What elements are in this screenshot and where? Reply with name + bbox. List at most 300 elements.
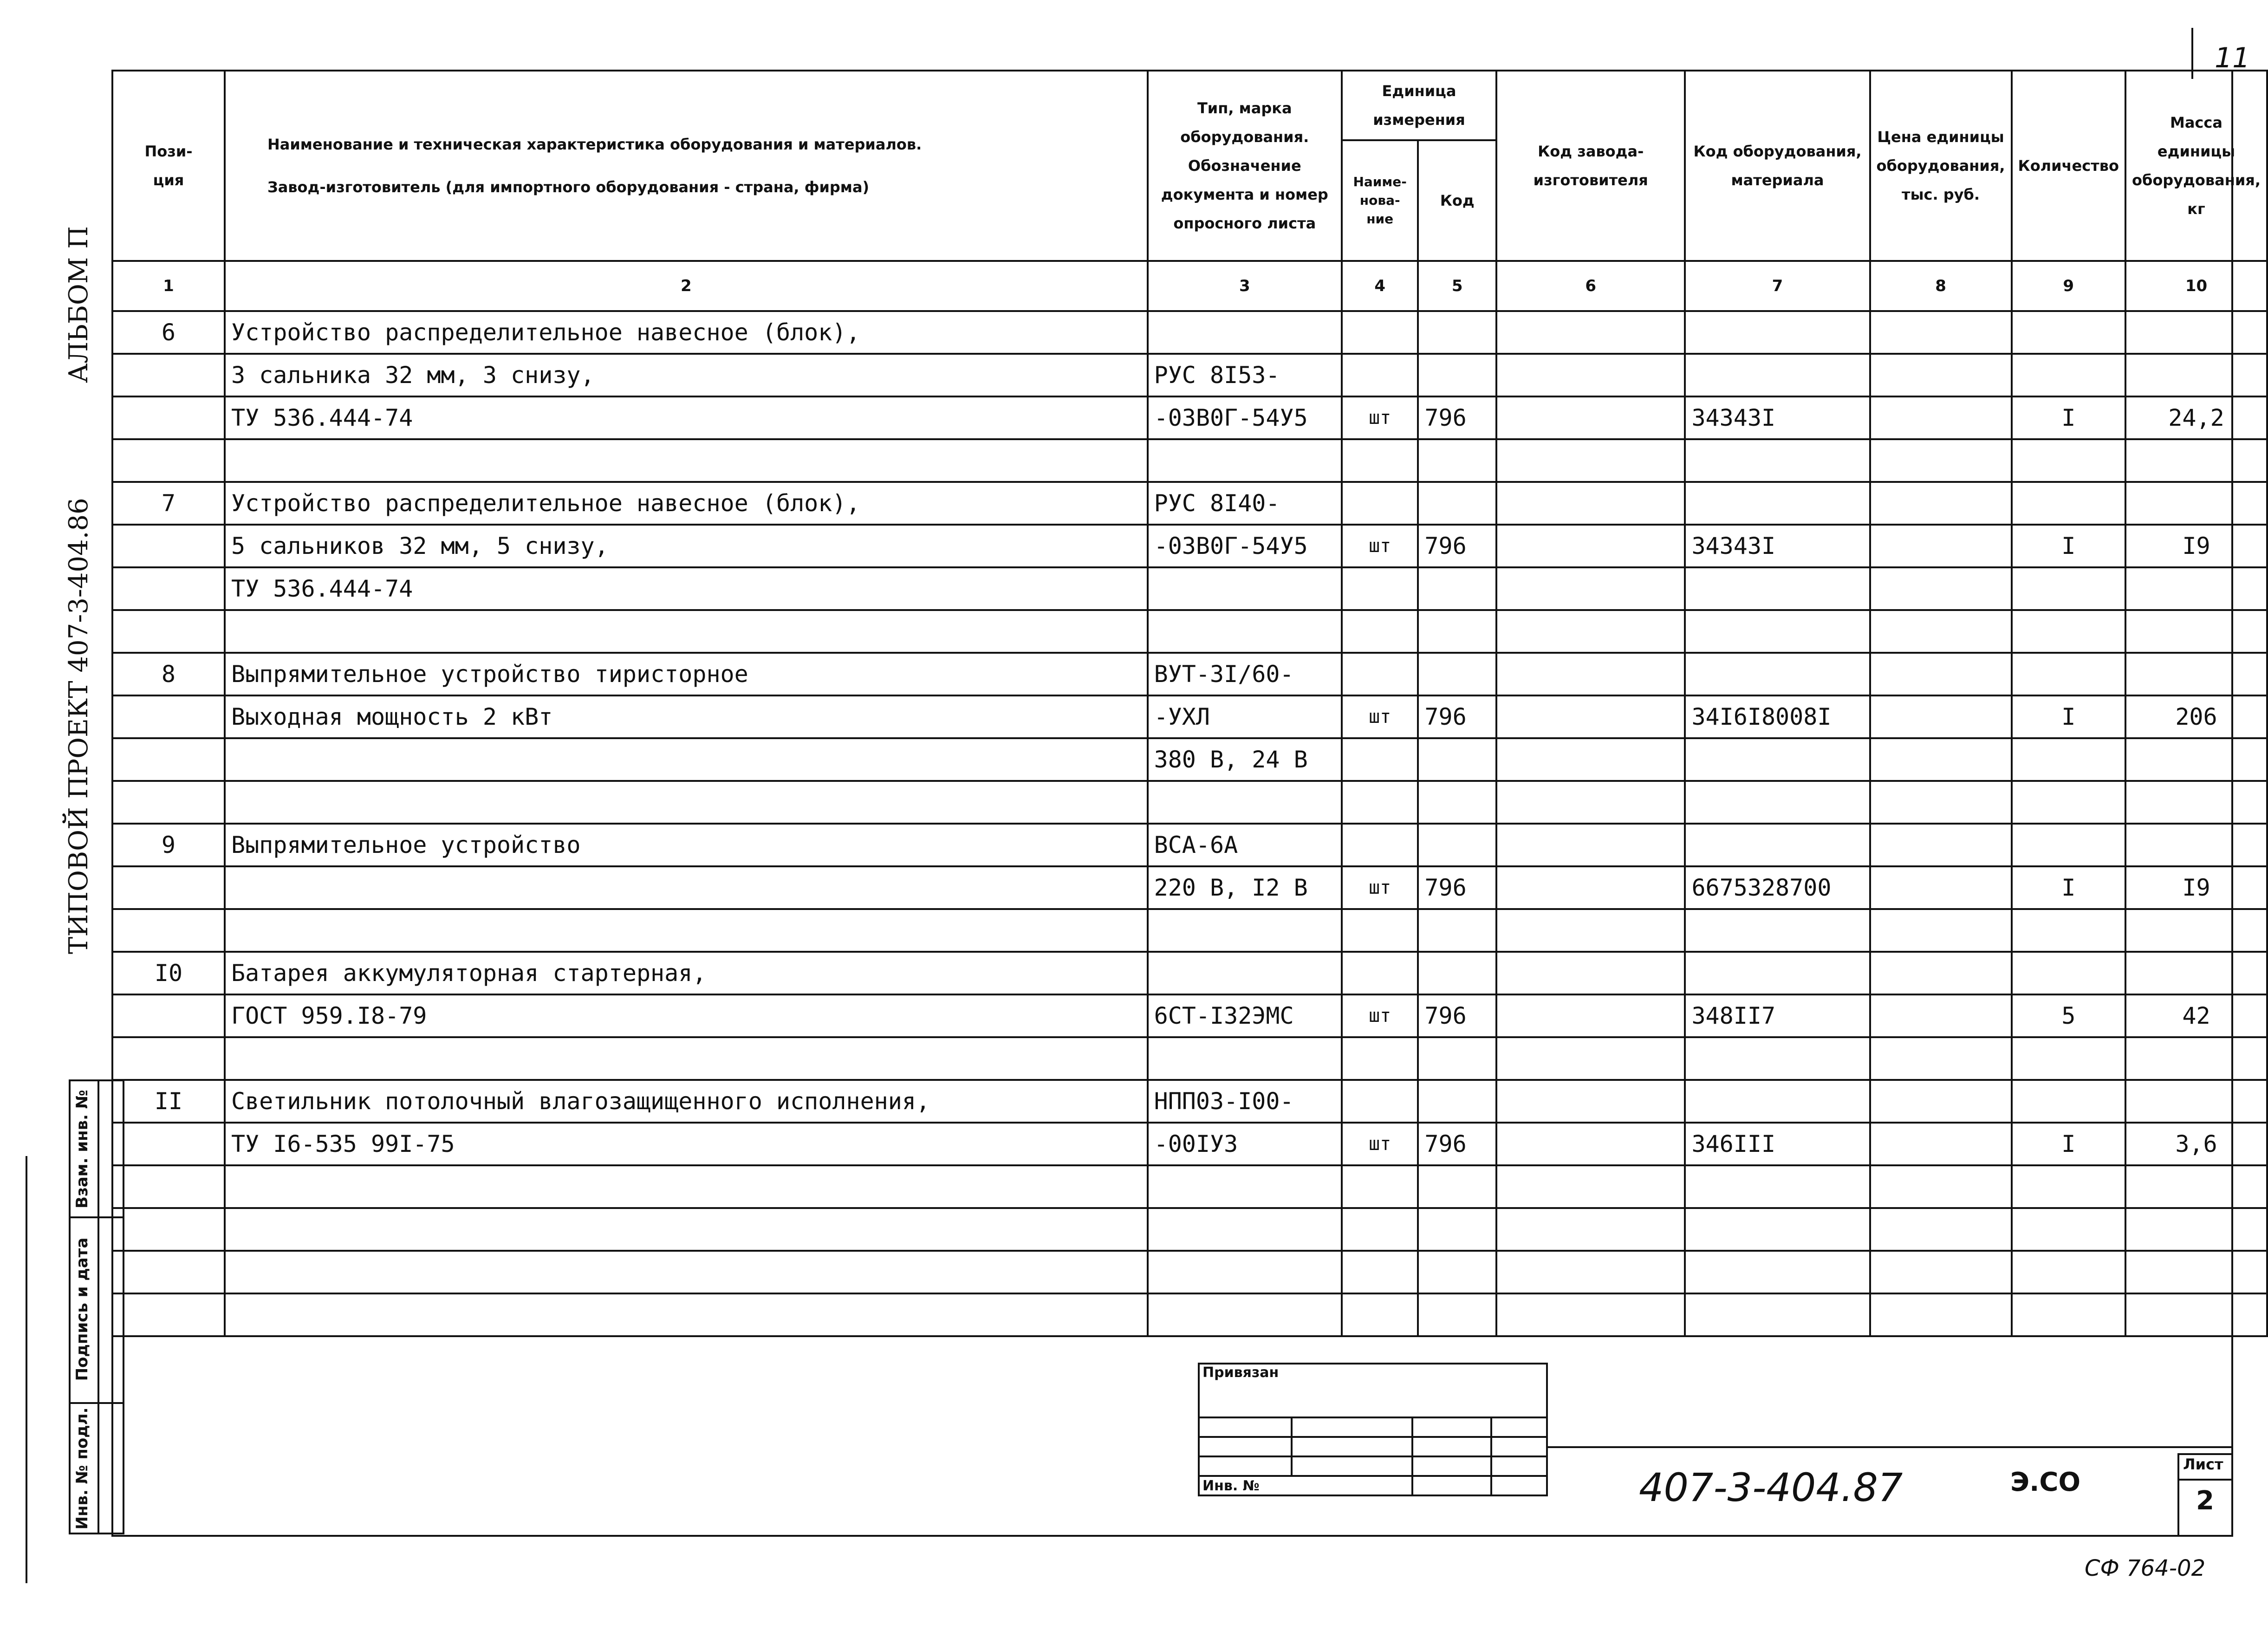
inv-no-label: Инв. № xyxy=(1199,1476,1412,1495)
price-cell xyxy=(1870,653,2012,695)
position-cell xyxy=(112,1293,225,1336)
header-equipment-code: Код оборудования, материала xyxy=(1685,71,1870,261)
name-cell xyxy=(225,1208,1148,1251)
unit-code-cell: 796 xyxy=(1418,1123,1496,1165)
tb-cell xyxy=(1491,1456,1547,1476)
unit-name-cell xyxy=(1342,354,1418,396)
table-row xyxy=(112,1080,2267,1123)
unit-name-cell xyxy=(1342,952,1418,994)
table-row xyxy=(112,994,2267,1037)
side-stamp-label-1: Взам. инв. № xyxy=(73,1090,91,1209)
position-cell xyxy=(112,866,225,909)
unit-code-cell xyxy=(1418,909,1496,952)
equipment-code-cell: 34343I xyxy=(1685,525,1870,567)
quantity-cell xyxy=(2012,354,2125,396)
position-cell xyxy=(112,610,225,653)
unit-code-cell xyxy=(1418,1080,1496,1123)
header-position: Пози- ция xyxy=(112,71,225,261)
price-cell xyxy=(1870,1037,2012,1080)
price-cell xyxy=(1870,738,2012,781)
mass-cell: 3,6 xyxy=(2125,1123,2267,1165)
mass-cell: I9 xyxy=(2125,525,2267,567)
quantity-cell xyxy=(2012,738,2125,781)
price-cell xyxy=(1870,1293,2012,1336)
mass-cell: 206 xyxy=(2125,695,2267,738)
table-row xyxy=(112,1165,2267,1208)
unit-code-cell xyxy=(1418,439,1496,482)
mass-cell xyxy=(2125,909,2267,952)
col-num-3: 3 xyxy=(1148,261,1342,311)
position-cell xyxy=(112,738,225,781)
table-row xyxy=(112,525,2267,567)
price-cell xyxy=(1870,781,2012,824)
unit-code-cell xyxy=(1418,1208,1496,1251)
price-cell xyxy=(1870,952,2012,994)
mass-cell xyxy=(2125,567,2267,610)
table-row xyxy=(112,1208,2267,1251)
unit-code-cell xyxy=(1418,482,1496,525)
position-cell xyxy=(112,1251,225,1293)
mass-cell xyxy=(2125,1037,2267,1080)
type-cell xyxy=(1148,1251,1342,1293)
price-cell xyxy=(1870,311,2012,354)
table-row xyxy=(112,567,2267,610)
unit-code-cell xyxy=(1418,781,1496,824)
type-cell: РУС 8I53- xyxy=(1148,354,1342,396)
side-stamp-label-3: Инв. № подл. xyxy=(73,1407,91,1530)
name-cell: ТУ I6-535 99I-75 xyxy=(225,1123,1148,1165)
mass-cell: 42 xyxy=(2125,994,2267,1037)
quantity-cell xyxy=(2012,952,2125,994)
unit-code-cell xyxy=(1418,653,1496,695)
unit-name-cell xyxy=(1342,1251,1418,1293)
header-mass: Масса единицы оборудования, кг xyxy=(2125,71,2267,261)
unit-code-cell xyxy=(1418,610,1496,653)
sheet-number: 2 xyxy=(2196,1486,2214,1516)
quantity-cell xyxy=(2012,1208,2125,1251)
price-cell xyxy=(1870,354,2012,396)
mass-cell xyxy=(2125,311,2267,354)
factory-code-cell xyxy=(1496,567,1685,610)
type-cell: 220 В, I2 В xyxy=(1148,866,1342,909)
price-cell xyxy=(1870,610,2012,653)
privyazan-label: Привязан xyxy=(1199,1364,1547,1417)
factory-code-cell xyxy=(1496,1165,1685,1208)
equipment-code-cell xyxy=(1685,952,1870,994)
col-num-5: 5 xyxy=(1418,261,1496,311)
position-cell: 7 xyxy=(112,482,225,525)
type-cell xyxy=(1148,781,1342,824)
unit-code-cell xyxy=(1418,1165,1496,1208)
name-cell xyxy=(225,738,1148,781)
type-cell: ВСА-6А xyxy=(1148,824,1342,866)
equipment-code-cell xyxy=(1685,909,1870,952)
unit-code-cell xyxy=(1418,567,1496,610)
mass-cell xyxy=(2125,653,2267,695)
unit-code-cell xyxy=(1418,1293,1496,1336)
factory-code-cell xyxy=(1496,354,1685,396)
equipment-code-cell xyxy=(1685,1037,1870,1080)
tb-cell xyxy=(1412,1456,1491,1476)
equipment-code-cell: 34343I xyxy=(1685,396,1870,439)
quantity-cell xyxy=(2012,439,2125,482)
price-cell xyxy=(1870,396,2012,439)
quantity-cell xyxy=(2012,824,2125,866)
mass-cell xyxy=(2125,482,2267,525)
factory-code-cell xyxy=(1496,653,1685,695)
factory-code-cell xyxy=(1496,994,1685,1037)
table-row xyxy=(112,824,2267,866)
factory-code-cell xyxy=(1496,824,1685,866)
header-price: Цена единицы оборудования, тыс. руб. xyxy=(1870,71,2012,261)
footer-code: СФ 764-02 xyxy=(2085,1555,2206,1581)
unit-code-cell: 796 xyxy=(1418,396,1496,439)
col-num-7: 7 xyxy=(1685,261,1870,311)
table-row xyxy=(112,311,2267,354)
type-cell xyxy=(1148,439,1342,482)
type-cell xyxy=(1148,1165,1342,1208)
project-label: ТИПОВОЙ ПРОЕКТ 407-3-404.86 xyxy=(64,498,94,954)
type-cell: 380 В, 24 В xyxy=(1148,738,1342,781)
position-cell xyxy=(112,396,225,439)
factory-code-cell xyxy=(1496,952,1685,994)
factory-code-cell xyxy=(1496,909,1685,952)
name-cell: Выпрямительное устройство тиристорное xyxy=(225,653,1148,695)
position-cell xyxy=(112,525,225,567)
factory-code-cell xyxy=(1496,1251,1685,1293)
name-cell xyxy=(225,1037,1148,1080)
unit-name-cell: шт xyxy=(1342,396,1418,439)
unit-name-cell xyxy=(1342,781,1418,824)
mass-cell xyxy=(2125,1251,2267,1293)
position-cell xyxy=(112,354,225,396)
unit-name-cell xyxy=(1342,482,1418,525)
name-cell: Батарея аккумуляторная стартерная, xyxy=(225,952,1148,994)
position-cell: 9 xyxy=(112,824,225,866)
quantity-cell xyxy=(2012,567,2125,610)
factory-code-cell xyxy=(1496,1080,1685,1123)
mass-cell: I9 xyxy=(2125,866,2267,909)
unit-name-cell xyxy=(1342,439,1418,482)
type-cell: -00IУЗ xyxy=(1148,1123,1342,1165)
position-cell xyxy=(112,781,225,824)
price-cell xyxy=(1870,1123,2012,1165)
factory-code-cell xyxy=(1496,396,1685,439)
factory-code-cell xyxy=(1496,866,1685,909)
sheet-mark: Э.СО xyxy=(2010,1467,2081,1497)
table-row xyxy=(112,1037,2267,1080)
sheet-label: Лист xyxy=(2183,1456,2223,1473)
quantity-cell xyxy=(2012,610,2125,653)
mass-cell xyxy=(2125,439,2267,482)
type-cell: ВУТ-3I/60- xyxy=(1148,653,1342,695)
price-cell xyxy=(1870,439,2012,482)
sheet-divider xyxy=(2177,1479,2233,1481)
factory-code-cell xyxy=(1496,738,1685,781)
equipment-code-cell xyxy=(1685,311,1870,354)
quantity-cell: 5 xyxy=(2012,994,2125,1037)
tb-cell xyxy=(1412,1476,1491,1495)
quantity-cell xyxy=(2012,482,2125,525)
unit-name-cell xyxy=(1342,738,1418,781)
name-cell: Светильник потолочный влагозащищенного исполнения, xyxy=(225,1080,1148,1123)
position-cell xyxy=(112,1165,225,1208)
title-block-grid xyxy=(1198,1363,1548,1496)
position-cell: 8 xyxy=(112,653,225,695)
name-cell: 3 сальника 32 мм, 3 снизу, xyxy=(225,354,1148,396)
equipment-code-cell xyxy=(1685,1165,1870,1208)
type-cell xyxy=(1148,952,1342,994)
equipment-code-cell xyxy=(1685,439,1870,482)
header-name-line1: Наименование и техническая характеристика оборудования и материалов. xyxy=(267,136,922,153)
factory-code-cell xyxy=(1496,311,1685,354)
type-cell: 6СТ-I32ЭМС xyxy=(1148,994,1342,1037)
name-cell: Выходная мощность 2 кВт xyxy=(225,695,1148,738)
quantity-cell: I xyxy=(2012,396,2125,439)
tb-cell xyxy=(1491,1437,1547,1456)
mass-cell xyxy=(2125,610,2267,653)
header-quantity: Количество xyxy=(2012,71,2125,261)
name-cell xyxy=(225,1251,1148,1293)
unit-name-cell xyxy=(1342,610,1418,653)
mass-cell xyxy=(2125,1293,2267,1336)
type-cell xyxy=(1148,1037,1342,1080)
quantity-cell xyxy=(2012,1165,2125,1208)
equipment-code-cell xyxy=(1685,781,1870,824)
name-cell: ТУ 536.444-74 xyxy=(225,396,1148,439)
type-cell xyxy=(1148,610,1342,653)
type-cell xyxy=(1148,567,1342,610)
unit-name-cell: шт xyxy=(1342,994,1418,1037)
unit-name-cell: шт xyxy=(1342,866,1418,909)
name-cell: ГОСТ 959.I8-79 xyxy=(225,994,1148,1037)
unit-code-cell xyxy=(1418,824,1496,866)
mass-cell xyxy=(2125,738,2267,781)
tb-cell xyxy=(1199,1456,1292,1476)
column-numbers-row xyxy=(112,261,2267,311)
position-cell xyxy=(112,695,225,738)
position-cell xyxy=(112,567,225,610)
table-row xyxy=(112,695,2267,738)
name-cell: 5 сальников 32 мм, 5 снизу, xyxy=(225,525,1148,567)
unit-code-cell: 796 xyxy=(1418,525,1496,567)
type-cell: -03В0Г-54У5 xyxy=(1148,525,1342,567)
tb-cell xyxy=(1292,1417,1412,1437)
equipment-code-cell xyxy=(1685,1293,1870,1336)
tb-cell xyxy=(1199,1417,1292,1437)
quantity-cell: I xyxy=(2012,866,2125,909)
col-num-6: 6 xyxy=(1496,261,1685,311)
mass-cell: 24,2 xyxy=(2125,396,2267,439)
col-num-2: 2 xyxy=(225,261,1148,311)
equipment-code-cell xyxy=(1685,1080,1870,1123)
position-cell xyxy=(112,1037,225,1080)
price-cell xyxy=(1870,866,2012,909)
tb-cell xyxy=(1491,1417,1547,1437)
unit-name-cell: шт xyxy=(1342,525,1418,567)
price-cell xyxy=(1870,1251,2012,1293)
equipment-code-cell xyxy=(1685,824,1870,866)
unit-name-cell xyxy=(1342,909,1418,952)
equipment-code-cell xyxy=(1685,1251,1870,1293)
name-cell xyxy=(225,909,1148,952)
table-row xyxy=(112,354,2267,396)
header-unit-code: Код xyxy=(1418,140,1496,261)
table-row xyxy=(112,396,2267,439)
position-cell: I0 xyxy=(112,952,225,994)
mass-cell xyxy=(2125,781,2267,824)
unit-code-cell xyxy=(1418,1251,1496,1293)
unit-name-cell xyxy=(1342,311,1418,354)
position-cell xyxy=(112,909,225,952)
header-unit-name: Наиме-нова-ние xyxy=(1342,140,1418,261)
factory-code-cell xyxy=(1496,525,1685,567)
factory-code-cell xyxy=(1496,1037,1685,1080)
unit-code-cell xyxy=(1418,1037,1496,1080)
unit-code-cell xyxy=(1418,354,1496,396)
quantity-cell xyxy=(2012,781,2125,824)
header-unit: Единица измерения xyxy=(1342,71,1496,140)
equipment-code-cell xyxy=(1685,738,1870,781)
quantity-cell: I xyxy=(2012,1123,2125,1165)
table-row xyxy=(112,738,2267,781)
price-cell xyxy=(1870,482,2012,525)
table-row xyxy=(112,610,2267,653)
price-cell xyxy=(1870,994,2012,1037)
position-cell: II xyxy=(112,1080,225,1123)
equipment-code-cell: 6675328700 xyxy=(1685,866,1870,909)
equipment-code-cell xyxy=(1685,354,1870,396)
tb-cell xyxy=(1491,1476,1547,1495)
position-cell: 6 xyxy=(112,311,225,354)
quantity-cell xyxy=(2012,1037,2125,1080)
factory-code-cell xyxy=(1496,1123,1685,1165)
mass-cell xyxy=(2125,824,2267,866)
table-row xyxy=(112,1293,2267,1336)
quantity-cell: I xyxy=(2012,525,2125,567)
quantity-cell xyxy=(2012,909,2125,952)
name-cell: ТУ 536.444-74 xyxy=(225,567,1148,610)
col-num-9: 9 xyxy=(2012,261,2125,311)
name-cell xyxy=(225,610,1148,653)
unit-name-cell xyxy=(1342,653,1418,695)
side-stamp-label-2: Подпись и дата xyxy=(73,1237,91,1381)
factory-code-cell xyxy=(1496,439,1685,482)
unit-code-cell xyxy=(1418,311,1496,354)
equipment-code-cell xyxy=(1685,482,1870,525)
factory-code-cell xyxy=(1496,781,1685,824)
name-cell: Устройство распределительное навесное (блок), xyxy=(225,482,1148,525)
title-block-line xyxy=(1546,1446,2233,1448)
factory-code-cell xyxy=(1496,1293,1685,1336)
unit-name-cell xyxy=(1342,567,1418,610)
tb-cell xyxy=(1412,1417,1491,1437)
table-row xyxy=(112,1251,2267,1293)
type-cell: НПП03-I00- xyxy=(1148,1080,1342,1123)
unit-code-cell: 796 xyxy=(1418,994,1496,1037)
price-cell xyxy=(1870,1080,2012,1123)
document-code: 407-3-404.87 xyxy=(1639,1465,1903,1510)
quantity-cell xyxy=(2012,1251,2125,1293)
price-cell xyxy=(1870,525,2012,567)
table-row xyxy=(112,909,2267,952)
quantity-cell xyxy=(2012,311,2125,354)
name-cell xyxy=(225,781,1148,824)
table-row xyxy=(112,482,2267,525)
unit-code-cell: 796 xyxy=(1418,866,1496,909)
tb-cell xyxy=(1292,1437,1412,1456)
equipment-code-cell: 346III xyxy=(1685,1123,1870,1165)
header-name xyxy=(225,71,1148,261)
unit-name-cell xyxy=(1342,1293,1418,1336)
quantity-cell: I xyxy=(2012,695,2125,738)
price-cell xyxy=(1870,909,2012,952)
quantity-cell xyxy=(2012,1080,2125,1123)
equipment-code-cell: 348II7 xyxy=(1685,994,1870,1037)
position-cell xyxy=(112,1208,225,1251)
type-cell xyxy=(1148,1208,1342,1251)
price-cell xyxy=(1870,695,2012,738)
equipment-code-cell xyxy=(1685,567,1870,610)
table-row xyxy=(112,653,2267,695)
factory-code-cell xyxy=(1496,610,1685,653)
tb-cell xyxy=(1199,1437,1292,1456)
position-cell xyxy=(112,439,225,482)
price-cell xyxy=(1870,824,2012,866)
col-num-1: 1 xyxy=(112,261,225,311)
name-cell xyxy=(225,866,1148,909)
equipment-code-cell: 34I6I8008I xyxy=(1685,695,1870,738)
header-name-line2: Завод-изготовитель (для импортного оборудования - страна, фирма) xyxy=(267,178,870,196)
type-cell xyxy=(1148,909,1342,952)
position-cell xyxy=(112,994,225,1037)
unit-name-cell xyxy=(1342,824,1418,866)
left-margin-line xyxy=(26,1156,27,1583)
position-cell xyxy=(112,1123,225,1165)
table-row xyxy=(112,781,2267,824)
price-cell xyxy=(1870,1208,2012,1251)
unit-name-cell xyxy=(1342,1080,1418,1123)
type-cell xyxy=(1148,311,1342,354)
unit-name-cell xyxy=(1342,1165,1418,1208)
type-cell: РУС 8I40- xyxy=(1148,482,1342,525)
side-stamp-divider xyxy=(97,1079,99,1534)
factory-code-cell xyxy=(1496,1208,1685,1251)
header-factory-code: Код завода-изготовителя xyxy=(1496,71,1685,261)
type-cell: -УХЛ xyxy=(1148,695,1342,738)
type-cell: -03В0Г-54У5 xyxy=(1148,396,1342,439)
tb-cell xyxy=(1292,1456,1412,1476)
factory-code-cell xyxy=(1496,482,1685,525)
table-row xyxy=(112,1123,2267,1165)
name-cell xyxy=(225,439,1148,482)
unit-code-cell xyxy=(1418,952,1496,994)
mass-cell xyxy=(2125,952,2267,994)
quantity-cell xyxy=(2012,653,2125,695)
table-row xyxy=(112,866,2267,909)
price-cell xyxy=(1870,1165,2012,1208)
album-label: АЛЬБОМ П xyxy=(64,226,94,383)
name-cell: Устройство распределительное навесное (блок), xyxy=(225,311,1148,354)
equipment-code-cell xyxy=(1685,1208,1870,1251)
specification-table xyxy=(111,70,2268,1337)
name-cell: Выпрямительное устройство xyxy=(225,824,1148,866)
unit-code-cell: 796 xyxy=(1418,695,1496,738)
mass-cell xyxy=(2125,354,2267,396)
type-cell xyxy=(1148,1293,1342,1336)
equipment-code-cell xyxy=(1685,653,1870,695)
col-num-10: 10 xyxy=(2125,261,2267,311)
